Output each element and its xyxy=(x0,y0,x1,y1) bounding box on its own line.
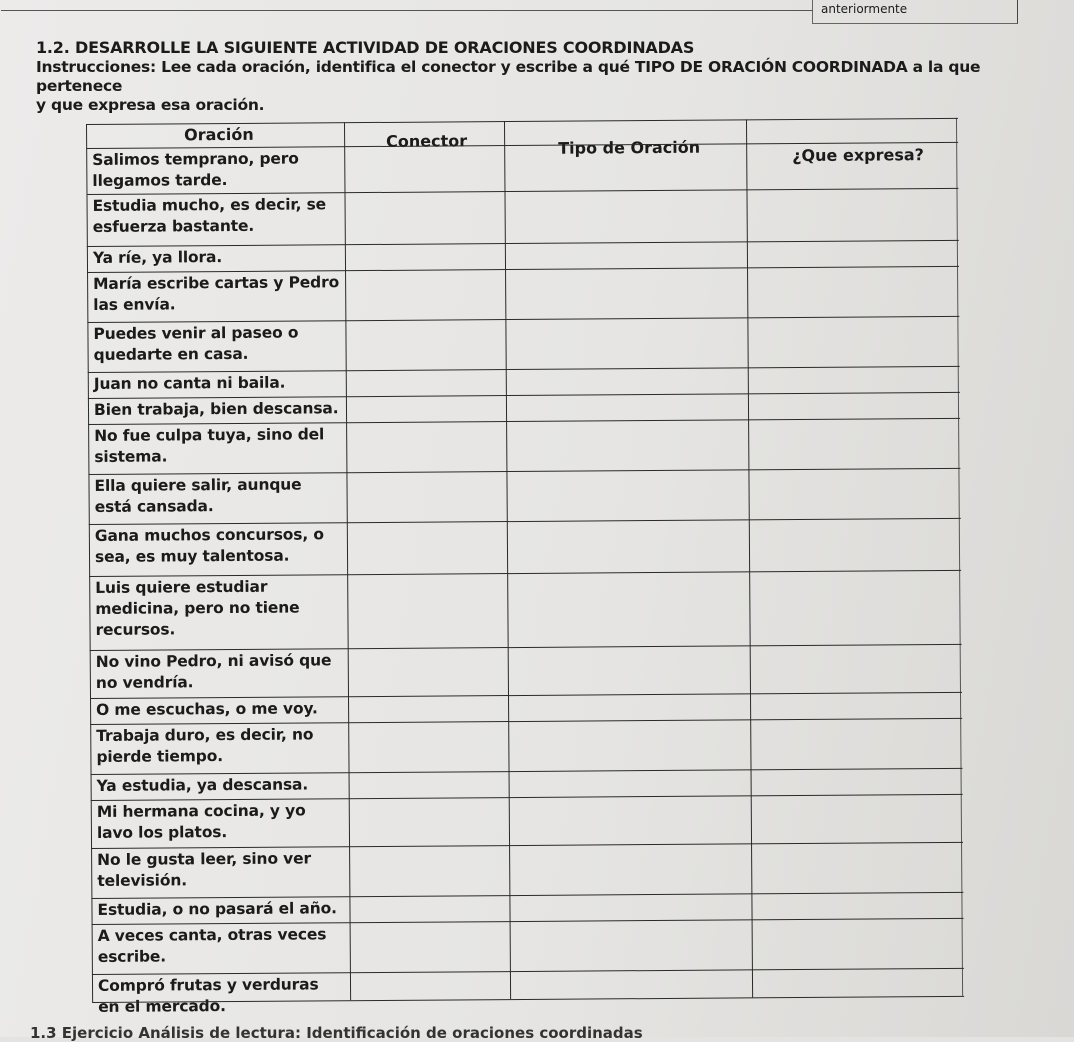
conector-answer-cell[interactable] xyxy=(346,369,506,396)
tipo-answer-cell[interactable] xyxy=(509,769,751,797)
oracion-text: Mi hermana cocina, y yo xyxy=(96,801,306,821)
conector-answer-cell[interactable] xyxy=(349,845,509,896)
tipo-answer-cell[interactable] xyxy=(509,893,751,921)
oracion-text: está cansada. xyxy=(94,497,214,516)
oracion-text: Trabaja duro, es decir, no xyxy=(96,725,314,745)
oracion-text: las envía. xyxy=(93,295,176,314)
oracion-text: recursos. xyxy=(95,620,176,639)
conector-answer-cell[interactable] xyxy=(350,971,510,1000)
oracion-text: Gana muchos concursos, o xyxy=(94,525,324,545)
conector-answer-cell[interactable] xyxy=(345,319,505,370)
divider-line xyxy=(1,10,813,11)
expresa-answer-cell[interactable] xyxy=(747,316,957,367)
table-top-border xyxy=(86,118,958,125)
expresa-answer-cell[interactable] xyxy=(749,570,960,645)
expresa-answer-cell[interactable] xyxy=(750,692,960,719)
tipo-answer-cell[interactable] xyxy=(508,719,750,771)
conector-answer-cell[interactable] xyxy=(344,191,504,244)
expresa-answer-cell[interactable] xyxy=(748,392,958,419)
oracion-text: Estudia mucho, es decir, se xyxy=(92,195,327,215)
oracion-text: A veces canta, otras veces xyxy=(97,925,327,945)
oracion-text: No le gusta leer, sino ver xyxy=(97,849,312,869)
oracion-cell xyxy=(94,398,344,421)
conector-answer-cell[interactable] xyxy=(349,797,509,846)
previous-section-box xyxy=(812,0,1018,24)
oracion-text: llegamos tarde. xyxy=(92,171,228,190)
conector-answer-cell[interactable] xyxy=(346,395,506,422)
oracion-cell xyxy=(97,848,347,892)
oracion-text: Ella quiere salir, aunque xyxy=(94,475,302,495)
conector-answer-cell[interactable] xyxy=(349,771,509,798)
conector-answer-cell[interactable] xyxy=(345,243,505,270)
conector-answer-cell[interactable] xyxy=(348,647,508,696)
tipo-answer-cell[interactable] xyxy=(507,519,749,573)
oracion-cell xyxy=(96,724,346,768)
oracion-text: Estudia, o no pasará el año. xyxy=(97,899,337,919)
instructions xyxy=(36,58,1036,115)
oracion-cell xyxy=(93,194,343,238)
oracion-text: medicina, pero no tiene xyxy=(95,598,300,618)
oracion-cell xyxy=(93,322,343,366)
conector-answer-cell[interactable] xyxy=(346,421,506,472)
oracion-text: Bien trabaja, bien descansa. xyxy=(93,399,339,419)
oracion-cell xyxy=(94,424,344,468)
tipo-answer-cell[interactable] xyxy=(509,795,751,845)
header-que-expresa: ¿Que expresa? xyxy=(792,145,924,166)
oracion-text: Ya ríe, ya llora. xyxy=(92,248,223,267)
conector-answer-cell[interactable] xyxy=(347,521,507,574)
oracion-text: Ya estudia, ya descansa. xyxy=(96,775,309,795)
tipo-answer-cell[interactable] xyxy=(508,645,750,695)
tipo-answer-cell[interactable] xyxy=(504,189,746,243)
oracion-cell xyxy=(95,524,345,568)
conector-answer-cell[interactable] xyxy=(348,721,508,772)
tipo-answer-cell[interactable] xyxy=(505,267,747,319)
tipo-answer-cell[interactable] xyxy=(510,969,752,999)
oracion-text: Compró frutas y verduras xyxy=(97,975,319,995)
oracion-text: pierde tiempo. xyxy=(96,747,223,766)
tipo-answer-cell[interactable] xyxy=(506,367,748,395)
oracion-text: Juan no canta ni baila. xyxy=(93,373,286,393)
expresa-answer-cell[interactable] xyxy=(751,794,961,843)
conector-answer-cell[interactable] xyxy=(350,921,510,972)
instructions-line-1: Instrucciones: Lee cada oración, identifica el conector y escribe a qué TIPO DE ORACIÓN COORDINADA a la que pertenece xyxy=(36,58,981,95)
oracion-text: no vendría. xyxy=(95,673,194,692)
oracion-cell xyxy=(98,974,348,1018)
header-oracion: Oración xyxy=(184,124,254,145)
oracion-cell xyxy=(97,774,347,797)
expresa-answer-cell[interactable] xyxy=(747,240,957,267)
tipo-answer-cell[interactable] xyxy=(508,693,750,721)
tipo-answer-cell[interactable] xyxy=(504,143,746,191)
expresa-answer-cell[interactable] xyxy=(749,518,959,571)
header-tipo-de-oracion: Tipo de Oración xyxy=(558,137,701,158)
expresa-answer-cell[interactable] xyxy=(751,892,961,919)
oracion-text: Puedes venir al paseo o xyxy=(93,323,299,343)
oracion-cell xyxy=(96,698,346,721)
expresa-answer-cell[interactable] xyxy=(751,842,961,893)
oracion-text: sistema. xyxy=(94,447,168,466)
oracion-cell xyxy=(96,650,346,694)
instructions-line-2: y que expresa esa oración. xyxy=(36,96,265,114)
oracion-cell xyxy=(93,246,343,269)
oracion-text: esfuerza bastante. xyxy=(92,216,255,236)
expresa-answer-cell[interactable] xyxy=(748,366,958,393)
expresa-answer-cell[interactable] xyxy=(748,418,958,469)
oracion-text: Luis quiere estudiar xyxy=(95,577,268,597)
next-section-heading: 1.3 Ejercicio Análisis de lectura: Identificación de oraciones coordinadas xyxy=(30,1024,643,1042)
previous-box-text: anteriormente xyxy=(821,2,908,16)
conector-answer-cell[interactable] xyxy=(345,269,505,320)
conector-answer-cell[interactable] xyxy=(344,145,504,192)
oracion-text: O me escuchas, o me voy. xyxy=(96,699,318,719)
oracion-text: sea, es muy talentosa. xyxy=(94,546,290,566)
oracion-text: escribe. xyxy=(97,947,167,966)
tipo-answer-cell[interactable] xyxy=(506,419,748,471)
conector-answer-cell[interactable] xyxy=(347,573,508,648)
section-heading: 1.2. DESARROLLE LA SIGUIENTE ACTIVIDAD DE ORACIONES COORDINADAS xyxy=(36,38,695,57)
oracion-cell xyxy=(92,148,342,192)
oracion-cell xyxy=(95,576,345,641)
tipo-answer-cell[interactable] xyxy=(510,919,752,971)
expresa-answer-cell[interactable] xyxy=(751,768,961,795)
expresa-answer-cell[interactable] xyxy=(752,918,962,969)
expresa-answer-cell[interactable] xyxy=(746,142,956,189)
oracion-text: en el mercado. xyxy=(98,997,226,1016)
tipo-answer-cell[interactable] xyxy=(506,393,748,421)
oracion-cell xyxy=(97,898,347,921)
oracion-text: No fue culpa tuya, sino del xyxy=(94,425,325,445)
oracion-text: lavo los platos. xyxy=(96,823,228,842)
oracion-text: televisión. xyxy=(97,871,187,890)
conector-answer-cell[interactable] xyxy=(346,471,506,522)
expresa-answer-cell[interactable] xyxy=(752,968,962,997)
tipo-answer-cell[interactable] xyxy=(506,469,748,521)
header-conector: Conector xyxy=(386,131,468,151)
tipo-answer-cell[interactable] xyxy=(505,317,747,369)
oracion-text: No vino Pedro, ni avisó que xyxy=(95,651,332,671)
expresa-answer-cell[interactable] xyxy=(748,468,958,519)
conector-answer-cell[interactable] xyxy=(349,895,509,922)
oracion-cell xyxy=(97,800,347,844)
exercise-table xyxy=(86,118,972,1016)
conector-answer-cell[interactable] xyxy=(348,695,508,722)
oracion-cell xyxy=(94,372,344,395)
oracion-text: María escribe cartas y Pedro xyxy=(93,273,340,293)
tipo-answer-cell[interactable] xyxy=(509,843,751,895)
expresa-answer-cell[interactable] xyxy=(746,188,956,241)
tipo-answer-cell[interactable] xyxy=(507,571,750,647)
expresa-answer-cell[interactable] xyxy=(750,644,960,693)
oracion-cell xyxy=(93,272,343,316)
expresa-answer-cell[interactable] xyxy=(747,266,957,317)
tipo-answer-cell[interactable] xyxy=(505,241,747,269)
oracion-cell xyxy=(94,474,344,518)
expresa-answer-cell[interactable] xyxy=(750,718,960,769)
oracion-cell xyxy=(98,924,348,968)
oracion-text: quedarte en casa. xyxy=(93,344,249,364)
oracion-text: Salimos temprano, pero xyxy=(92,149,299,169)
